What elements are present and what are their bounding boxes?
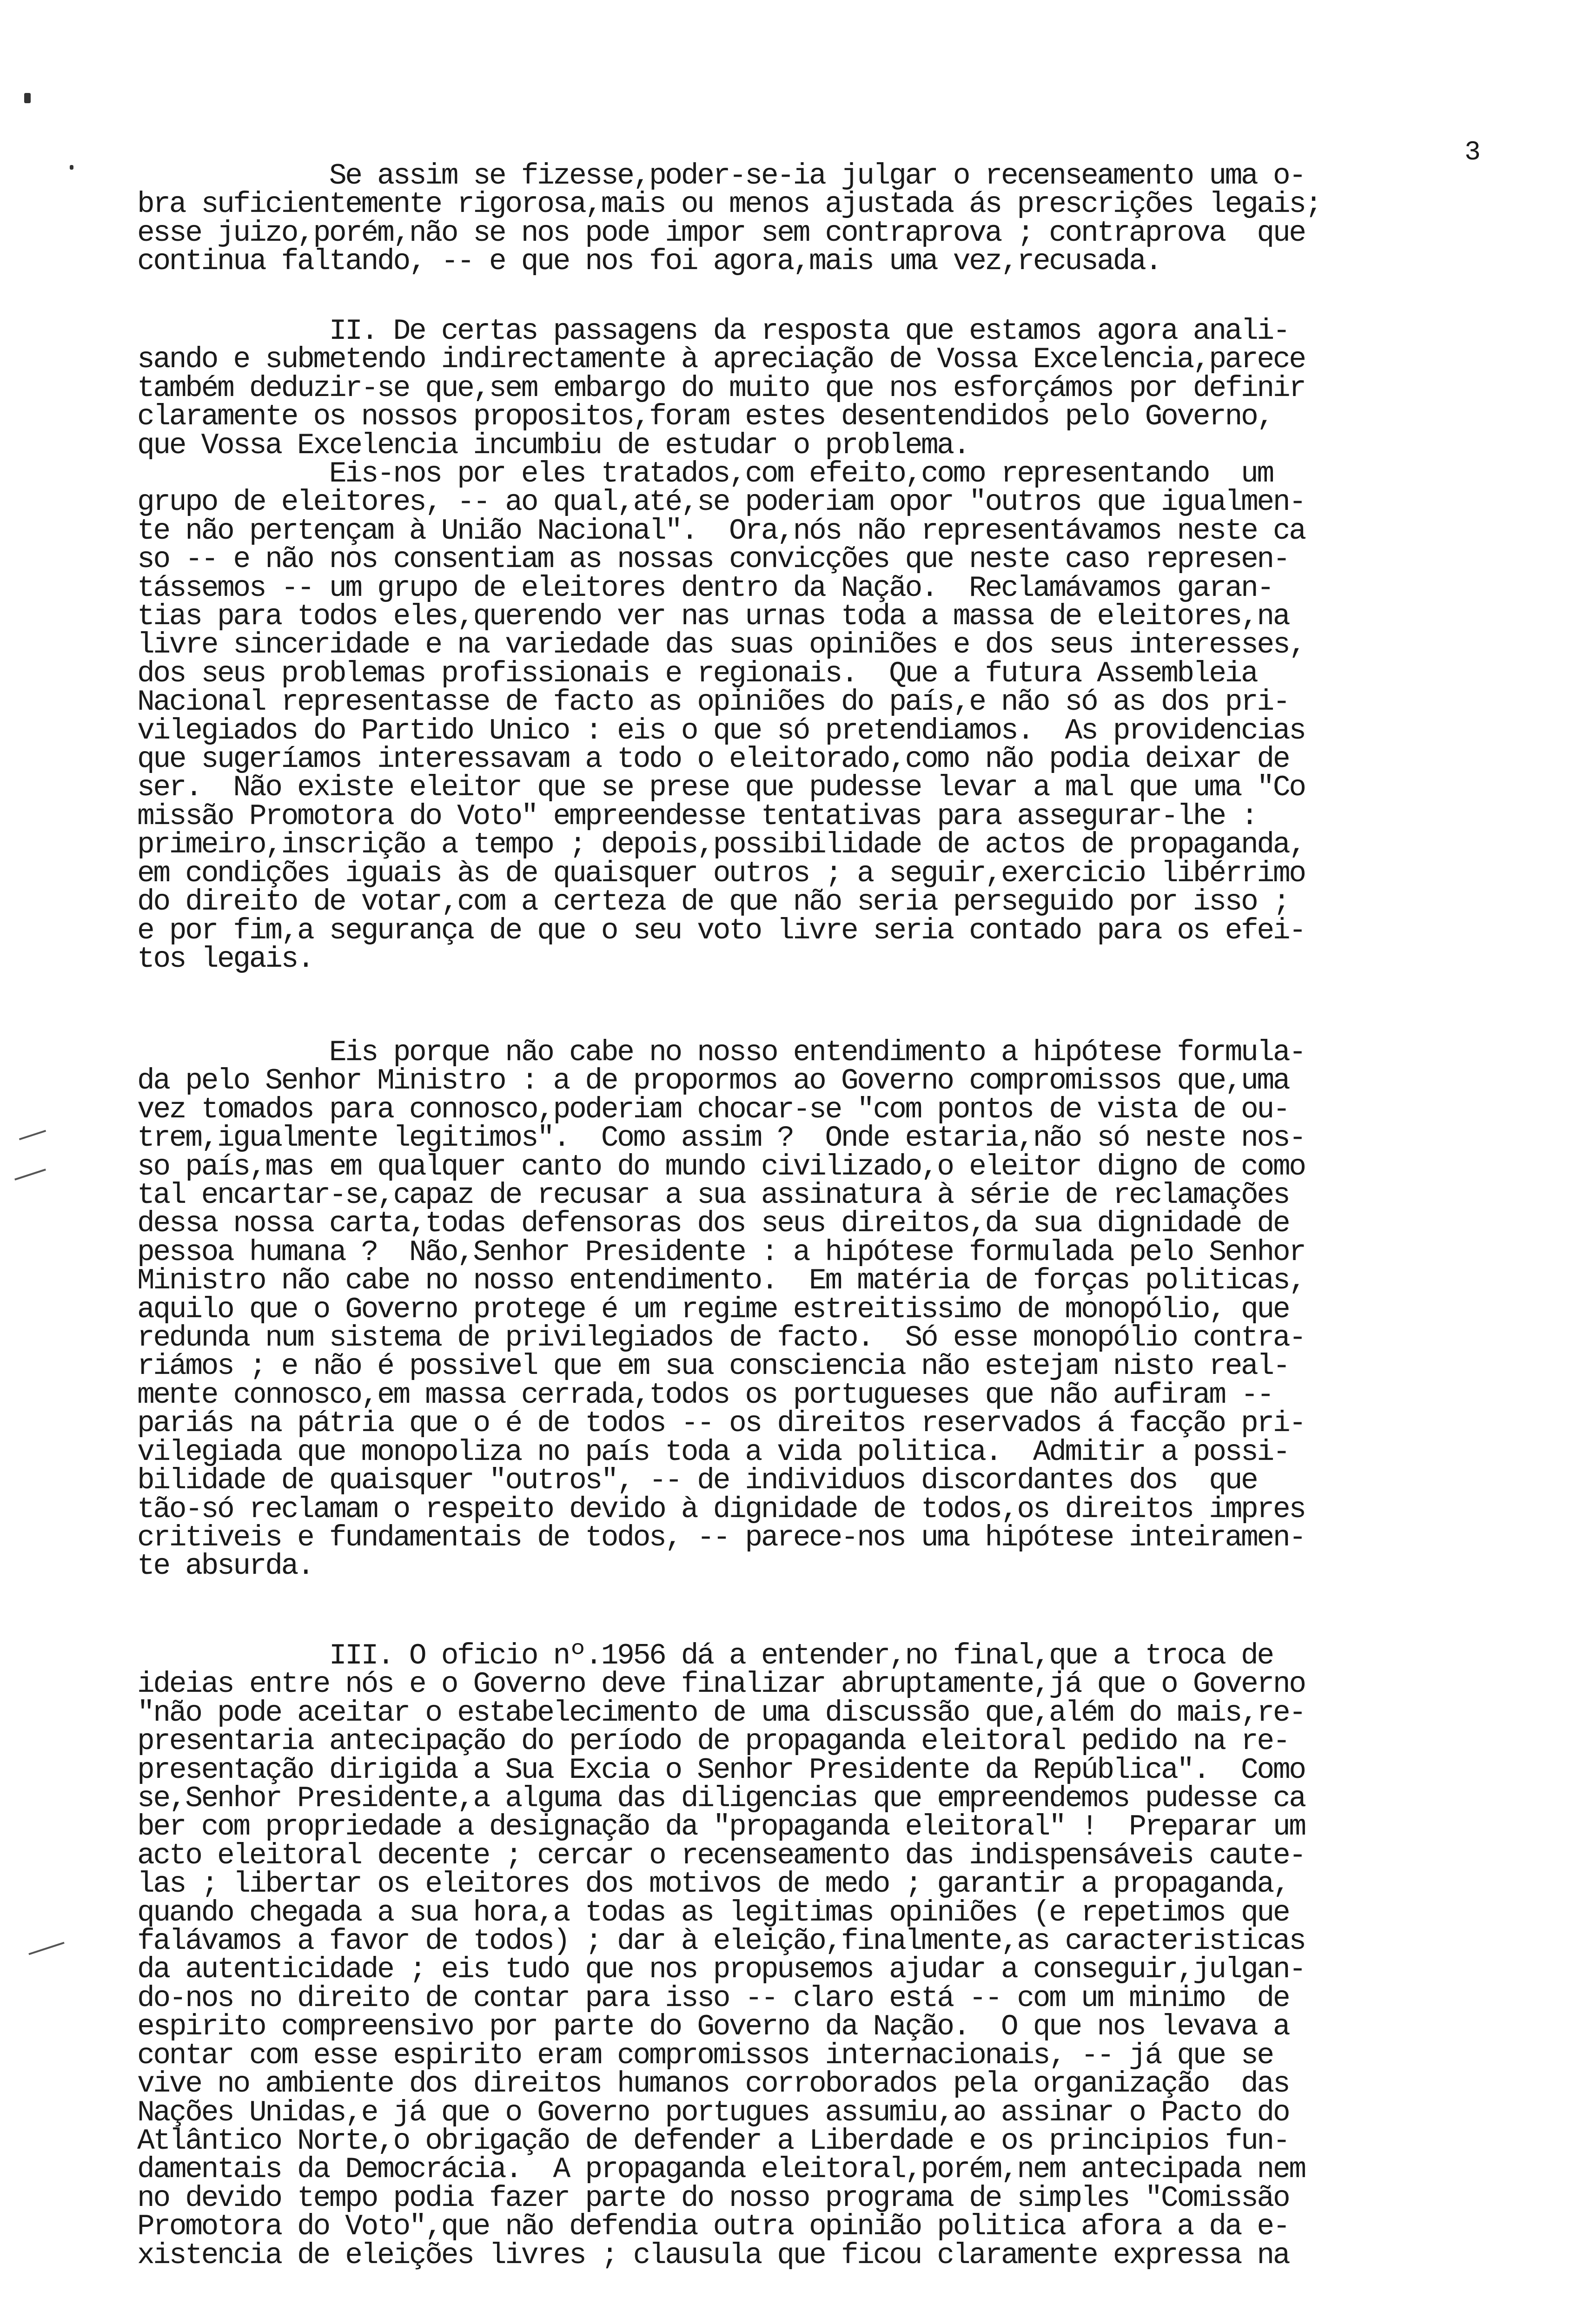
text-line: III. O oficio nº.1956 dá a entender,no final,que a troca de <box>137 1639 1273 1672</box>
text-line: presentação dirigida a Sua Excia o Senhor Presidente da República". Como <box>137 1753 1305 1787</box>
text-line: vilegiados do Partido Unico : eis o que só pretendiamos. As providencias <box>137 714 1305 747</box>
text-line: Eis porque não cabe no nosso entendimento a hipótese formula- <box>137 1036 1305 1069</box>
text-line: Nações Unidas,e já que o Governo portugues assumiu,ao assinar o Pacto do <box>137 2096 1289 2129</box>
text-line: mente connosco,em massa cerrada,todos os portugueses que não aufiram -- <box>137 1378 1273 1412</box>
paragraph <box>137 457 1485 976</box>
text-line: em condições iguais às de quaisquer outros ; a seguir,exercicio libérrimo <box>137 857 1305 890</box>
text-line: so país,mas em qualquer canto do mundo civilizado,o eleitor digno de como <box>137 1150 1305 1183</box>
text-line: claramente os nossos propositos,foram estes desentendidos pelo Governo, <box>137 400 1273 434</box>
text-line: do-nos no direito de contar para isso -- claro está -- com um minimo de <box>137 1981 1289 2015</box>
margin-mark <box>14 1169 46 1180</box>
text-line: no devido tempo podia fazer parte do nosso programa de simples "Comissão <box>137 2181 1289 2215</box>
text-line: do direito de votar,com a certeza de que não seria perseguido por isso ; <box>137 885 1289 919</box>
text-line: acto eleitoral decente ; cercar o recenseamento das indispensáveis caute- <box>137 1839 1305 1872</box>
text-line: tão-só reclamam o respeito devido à dignidade de todos,os direitos impres <box>137 1492 1305 1526</box>
text-line: riámos ; e não é possivel que em sua consciencia não estejam nisto real- <box>137 1350 1289 1383</box>
text-line: tal encartar-se,capaz de recusar a sua assinatura à série de reclamações <box>137 1179 1289 1212</box>
paragraph <box>137 1639 1485 2272</box>
text-line: pessoa humana ? Não,Senhor Presidente : a hipótese formulada pelo Senhor <box>137 1235 1305 1269</box>
text-line: livre sinceridade e na variedade das suas opiniões e dos seus interesses, <box>137 628 1305 662</box>
text-line: grupo de eleitores, -- ao qual,até,se poderiam opor "outros que igualmen- <box>137 486 1305 519</box>
text-line: tássemos -- um grupo de eleitores dentro da Nação. Reclamávamos garan- <box>137 571 1273 605</box>
text-line: aquilo que o Governo protege é um regime estreitissimo de monopólio, que <box>137 1293 1289 1326</box>
text-line: quando chegada a sua hora,a todas as legitimas opiniões (e repetimos que <box>137 1896 1289 1929</box>
text-line: que Vossa Excelencia incumbiu de estudar o problema. <box>137 429 969 462</box>
margin-mark <box>70 165 73 170</box>
text-line: missão Promotora do Voto" empreendesse tentativas para assegurar-lhe : <box>137 799 1257 833</box>
text-line: também deduzir-se que,sem embargo do muito que nos esforçámos por definir <box>137 371 1305 405</box>
margin-mark <box>24 93 31 103</box>
text-line: contar com esse espirito eram compromissos internacionais, -- já que se <box>137 2039 1273 2072</box>
paragraph <box>137 159 1485 278</box>
text-line: te absurda. <box>137 1550 313 1583</box>
text-line: vilegiada que monopoliza no país toda a vida politica. Admitir a possi- <box>137 1435 1289 1469</box>
text-line: te não pertençam à União Nacional". Ora,nós não representávamos neste ca <box>137 514 1305 548</box>
text-line: ser. Não existe eleitor que se prese que pudesse levar a mal que uma "Co <box>137 771 1305 805</box>
text-line: "não pode aceitar o estabelecimento de uma discussão que,além do mais,re- <box>137 1696 1305 1730</box>
text-line: falávamos a favor de todos) ; dar à eleição,finalmente,as caracteristicas <box>137 1925 1305 1958</box>
text-line: espirito compreensivo por parte do Governo da Nação. O que nos levava a <box>137 2010 1289 2044</box>
text-line: esse juizo,porém,não se nos pode impor sem contraprova ; contraprova que <box>137 216 1305 250</box>
text-line: tos legais. <box>137 942 313 976</box>
text-line: continua faltando, -- e que nos foi agora,mais uma vez,recusada. <box>137 245 1161 278</box>
text-line: presentaria antecipação do período de propaganda eleitoral pedido na re- <box>137 1725 1289 1758</box>
text-line: bilidade de quaisquer "outros", -- de individuos discordantes dos que <box>137 1464 1257 1498</box>
text-line: se,Senhor Presidente,a alguma das diligencias que empreendemos pudesse ca <box>137 1782 1305 1816</box>
text-line: Promotora do Voto",que não defendia outra opinião politica afora a da e- <box>137 2210 1289 2244</box>
text-line: Ministro não cabe no nosso entendimento. Em matéria de forças politicas, <box>137 1264 1305 1298</box>
text-line: vive no ambiente dos direitos humanos corroborados pela organização das <box>137 2067 1289 2101</box>
text-line: Nacional representasse de facto as opiniões do país,e não só as dos pri- <box>137 686 1289 719</box>
text-line: bra suficientemente rigorosa,mais ou menos ajustada ás prescrições legais; <box>137 188 1321 221</box>
text-line: II. De certas passagens da resposta que estamos agora anali- <box>137 315 1289 348</box>
margin-mark <box>19 1130 46 1140</box>
text-line: primeiro,inscrição a tempo ; depois,possibilidade de actos de propaganda, <box>137 828 1305 862</box>
text-line: e por fim,a segurança de que o seu voto livre seria contado para os efei- <box>137 914 1305 947</box>
text-line: vez tomados para connosco,poderiam chocar-se "com pontos de vista de ou- <box>137 1093 1289 1126</box>
text-line: critiveis e fundamentais de todos, -- parece-nos uma hipótese inteiramen- <box>137 1521 1305 1554</box>
paragraph <box>137 317 1485 460</box>
margin-mark <box>28 1942 64 1955</box>
text-line: damentais da Democrácia. A propaganda eleitoral,porém,nem antecipada nem <box>137 2153 1305 2186</box>
text-line: so -- e não nos consentiam as nossas convicções que neste caso represen- <box>137 543 1289 576</box>
paragraph <box>137 1038 1485 1581</box>
text-line: Se assim se fizesse,poder-se-ia julgar o recenseamento uma o- <box>137 159 1305 192</box>
page-number: 3 <box>1464 138 1481 168</box>
text-line: sando e submetendo indirectamente à apreciação de Vossa Excelencia,parece <box>137 343 1305 376</box>
text-line: Eis-nos por eles tratados,com efeito,como representando um <box>137 457 1273 490</box>
text-line: dos seus problemas profissionais e regionais. Que a futura Assembleia <box>137 657 1257 690</box>
text-line: trem,igualmente legitimos". Como assim ? Onde estaria,não só neste nos- <box>137 1122 1305 1155</box>
text-line: tias para todos eles,querendo ver nas urnas toda a massa de eleitores,na <box>137 600 1289 634</box>
text-line: redunda num sistema de privilegiados de facto. Só esse monopólio contra- <box>137 1321 1305 1355</box>
text-line: da autenticidade ; eis tudo que nos propusemos ajudar a conseguir,julgan- <box>137 1953 1305 1987</box>
text-line: ber com propriedade a designação da "propaganda eleitoral" ! Preparar um <box>137 1810 1305 1844</box>
text-line: las ; libertar os eleitores dos motivos de medo ; garantir a propaganda, <box>137 1868 1289 1901</box>
text-line: que sugeríamos interessavam a todo o eleitorado,como não podia deixar de <box>137 743 1289 776</box>
text-line: pariás na pátria que o é de todos -- os direitos reservados á facção pri- <box>137 1407 1305 1440</box>
text-line: xistencia de eleições livres ; clausula que ficou claramente expressa na <box>137 2238 1289 2272</box>
text-line: Atlântico Norte,o obrigação de defender a Liberdade e os principios fun- <box>137 2124 1289 2158</box>
text-line: da pelo Senhor Ministro : a de propormos ao Governo compromissos que,uma <box>137 1064 1289 1098</box>
text-line: dessa nossa carta,todas defensoras dos seus direitos,da sua dignidade de <box>137 1207 1289 1241</box>
text-line: ideias entre nós e o Governo deve finalizar abruptamente,já que o Governo <box>137 1668 1305 1701</box>
